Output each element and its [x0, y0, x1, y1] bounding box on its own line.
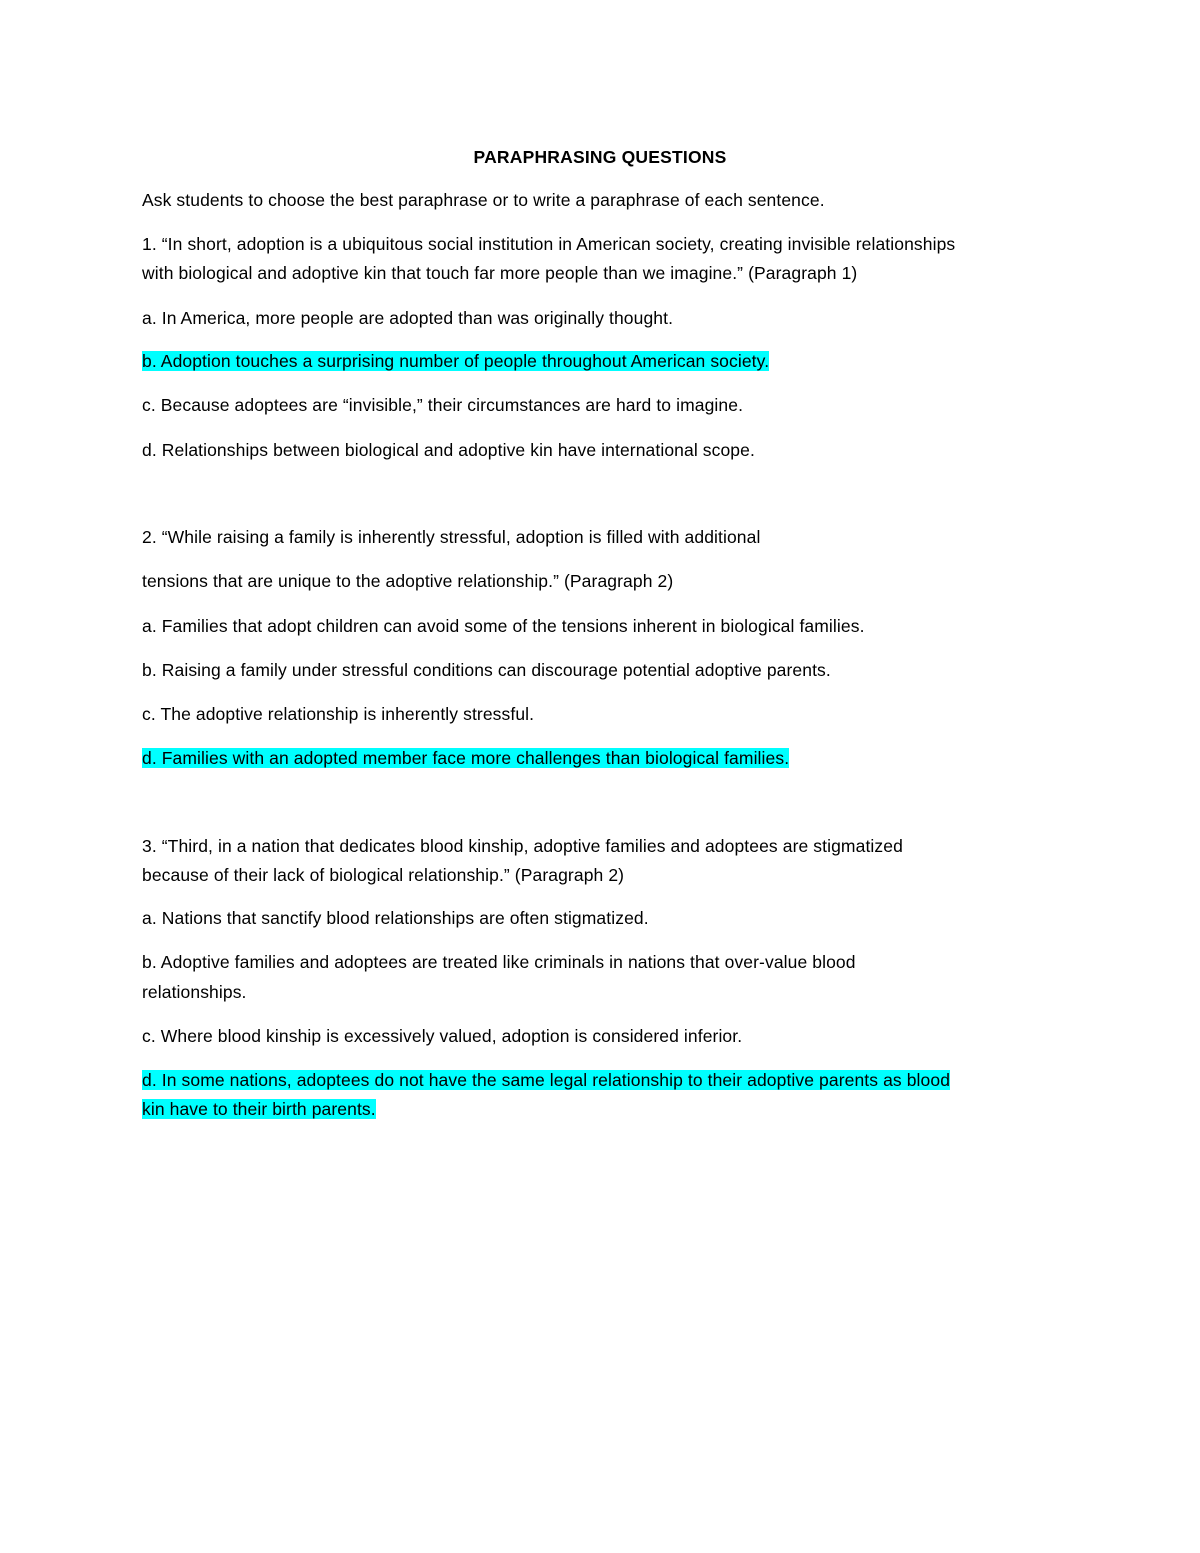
question-1-option-c: c. Because adoptees are “invisible,” their circumstances are hard to imagine. — [142, 395, 744, 415]
question-3-prompt-line-1: 3. “Third, in a nation that dedicates blood kinship, adoptive families and adoptees are stigmatized — [142, 836, 903, 856]
question-1-prompt-line-2: with biological and adoptive kin that touch far more people than we imagine.” (Paragraph 1) — [142, 263, 858, 283]
question-2-option-a: a. Families that adopt children can avoid some of the tensions inherent in biological families. — [142, 616, 865, 636]
question-2-option-c: c. The adoptive relationship is inherently stressful. — [142, 704, 535, 724]
question-3-option-c: c. Where blood kinship is excessively valued, adoption is considered inferior. — [142, 1026, 743, 1046]
question-2-option-d-highlighted: d. Families with an adopted member face more challenges than biological families. — [142, 748, 790, 768]
question-3-option-b-line-1: b. Adoptive families and adoptees are treated like criminals in nations that over-value blood — [142, 952, 856, 972]
document-title: PARAPHRASING QUESTIONS — [473, 147, 727, 167]
question-1-option-d: d. Relationships between biological and adoptive kin have international scope. — [142, 440, 755, 460]
question-1-prompt-line-1: 1. “In short, adoption is a ubiquitous social institution in American society, creating invisible relationships — [142, 234, 956, 254]
instructions-text: Ask students to choose the best paraphrase or to write a paraphrase of each sentence. — [142, 190, 825, 210]
question-1-option-a: a. In America, more people are adopted than was originally thought. — [142, 308, 674, 328]
question-3-prompt-line-2: because of their lack of biological relationship.” (Paragraph 2) — [142, 865, 625, 885]
question-3-option-a: a. Nations that sanctify blood relationships are often stigmatized. — [142, 908, 649, 928]
question-2-option-b: b. Raising a family under stressful conditions can discourage potential adoptive parents. — [142, 660, 831, 680]
question-3-option-d-highlighted-line-2: kin have to their birth parents. — [142, 1099, 376, 1119]
question-2-prompt-line-1: 2. “While raising a family is inherently stressful, adoption is filled with additional — [142, 527, 761, 547]
question-3-option-b-line-2: relationships. — [142, 982, 247, 1002]
question-1-option-b-highlighted: b. Adoption touches a surprising number of people throughout American society. — [142, 351, 770, 371]
question-3-option-d-highlighted-line-1: d. In some nations, adoptees do not have the same legal relationship to their adoptive parents as blood — [142, 1070, 951, 1090]
question-2-prompt-line-2: tensions that are unique to the adoptive relationship.” (Paragraph 2) — [142, 571, 674, 591]
